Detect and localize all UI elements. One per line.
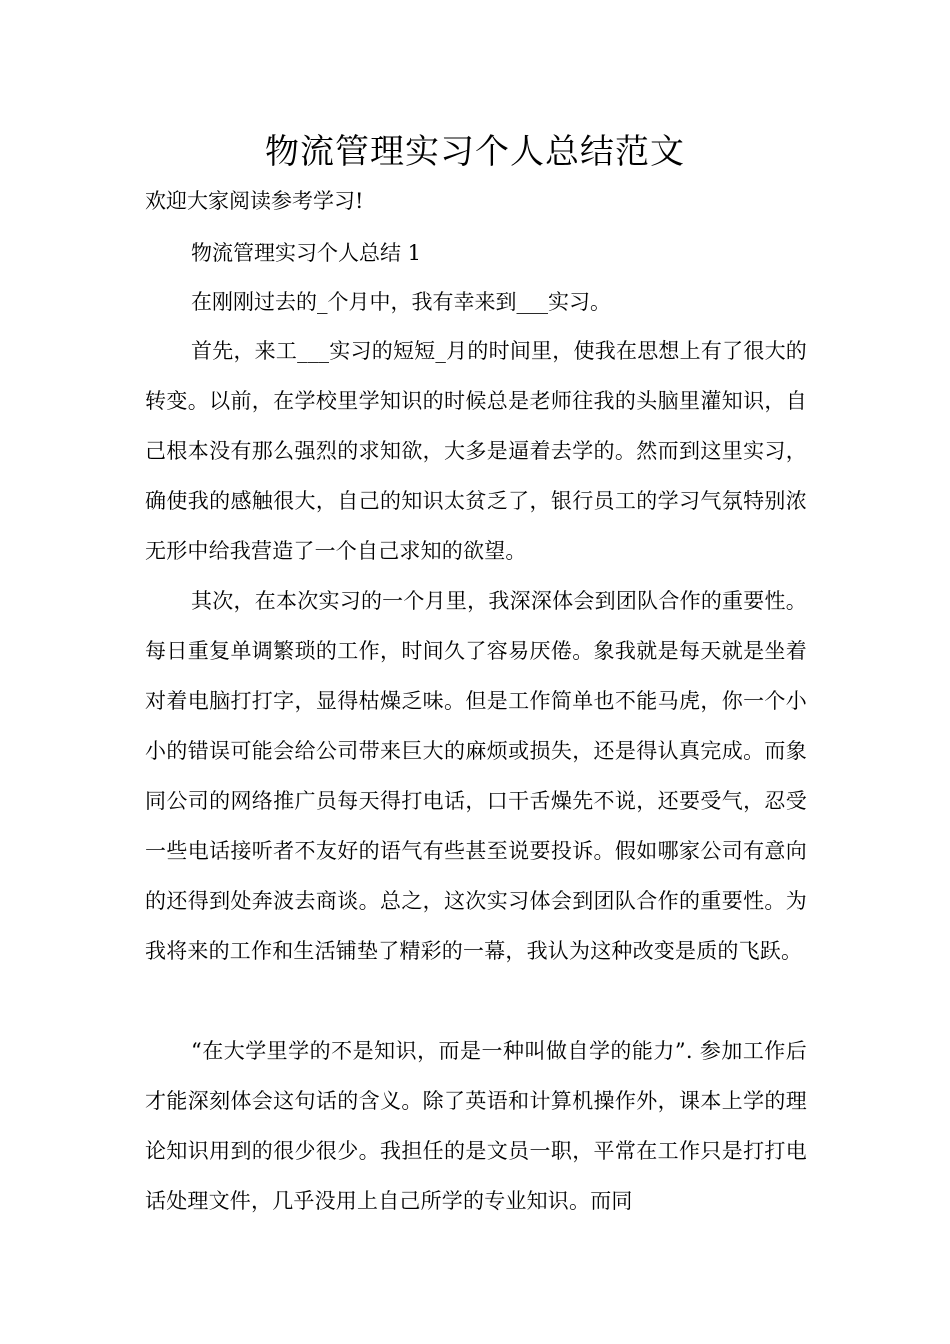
intro-paragraph: 在刚刚过去的_个月中，我有幸来到___实习。 <box>191 290 611 314</box>
section-heading: 物流管理实习个人总结 1 <box>191 241 422 265</box>
body-paragraph-3: “在大学里学的不是知识，而是一种叫做自学的能力”. 参加工作后才能深刻体会这句话的含义。除了英语和计算机操作外，课本上学的理论知识用到的很少很少。我担任的是文员一职，平常在工作只是打打电话处理文件，几乎没用上自己所学的专业知识。而同 <box>145 1039 807 1213</box>
welcome-line: 欢迎大家阅读参考学习! <box>145 189 364 213</box>
document-title: 物流管理实习个人总结范文 <box>265 132 685 172</box>
body-paragraph-1: 首先，来工___实习的短短_月的时间里，使我在思想上有了很大的转变。以前，在学校里学知识的时候总是老师往我的头脑里灌知识，自己根本没有那么强烈的求知欲，大多是逼着去学的。然而到这里实习，确使我的感触很大，自己的知识太贫乏了，银行员工的学习气氛特别浓无形中给我营造了一个自己求知的欲望。 <box>145 339 807 563</box>
body-paragraph-2: 其次，在本次实习的一个月里，我深深体会到团队合作的重要性。每日重复单调繁琐的工作，时间久了容易厌倦。象我就是每天就是坐着对着电脑打打字，显得枯燥乏味。但是工作简单也不能马虎，你一个小小的错误可能会给公司带来巨大的麻烦或损失，还是得认真完成。而象同公司的网络推广员每天得打电话，口干舌燥先不说，还要受气，忍受一些电话接听者不友好的语气有些甚至说要投诉。假如哪家公司有意向的还得到处奔波去商谈。总之，这次实习体会到团队合作的重要性。为我将来的工作和生活铺垫了精彩的一幕，我认为这种改变是质的飞跃。 <box>145 589 807 963</box>
